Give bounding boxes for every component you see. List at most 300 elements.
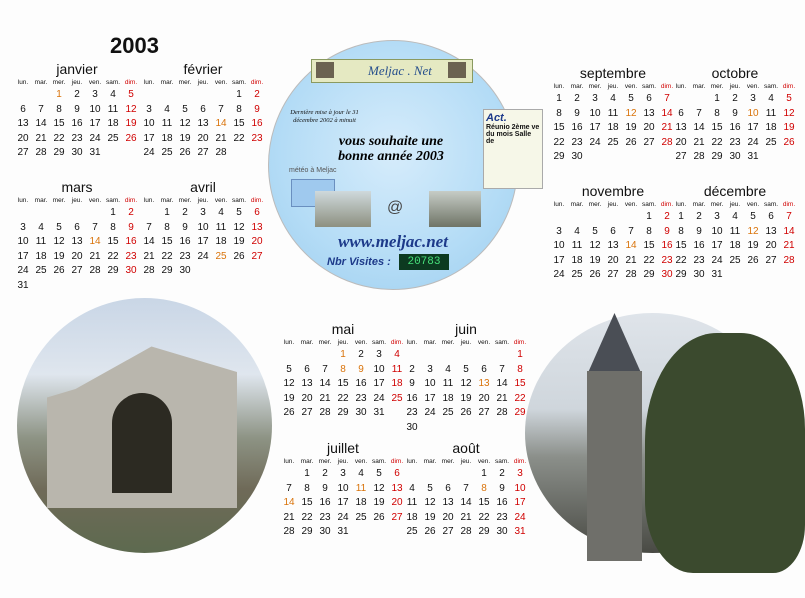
day-cell: 5 [56,221,62,233]
day-cell: 15 [53,118,65,130]
day-cell: 21 [496,392,508,404]
day-cell: 18 [107,118,119,130]
month-name: janvier [56,61,98,77]
weekday-label: jeu. [607,83,619,90]
day-cell: 21 [783,240,795,252]
week-row [14,132,140,147]
day-cell: 12 [283,378,295,390]
day-cell: 9 [499,482,505,494]
day-cell [672,92,690,107]
day-cell [370,525,388,540]
day-cell: 13 [478,378,490,390]
day-cell: 26 [283,407,295,419]
day-cell: 8 [517,363,523,375]
week-row [140,88,266,103]
day-cell [14,88,32,103]
month-4 [280,320,406,421]
day-cell: 16 [251,118,263,130]
day-cell: 25 [442,407,454,419]
day-cell: 7 [628,225,634,237]
day-cell [280,348,298,363]
week-row [550,239,676,254]
day-cell: 10 [89,103,101,115]
week-row [140,221,266,236]
day-cell: 6 [768,211,774,222]
day-cell: 25 [107,132,119,144]
weekday-label: lun. [406,458,418,465]
day-cell: 14 [319,378,331,390]
day-cell: 24 [143,147,155,159]
day-cell [475,421,493,436]
day-cell: 4 [358,468,364,479]
weekday-label: sam. [231,197,247,204]
day-cell: 17 [373,378,385,390]
day-cell: 30 [406,421,418,433]
week-row [140,264,266,279]
calendar-year: 2003 [110,33,159,58]
weekday-label: dim. [660,83,674,90]
week-row [280,406,406,421]
day-cell: 6 [678,107,684,119]
day-cell: 13 [607,240,619,252]
day-cell: 22 [53,132,65,144]
day-cell: 6 [20,103,26,115]
day-cell [280,467,298,482]
month-8 [550,64,676,165]
weekday-label: mer. [588,201,602,208]
day-cell: 10 [337,482,349,494]
week-row [280,525,406,540]
day-cell: 7 [218,103,224,115]
weekday-label: ven. [88,79,102,86]
day-cell: 26 [179,147,191,159]
day-cell: 24 [711,254,723,266]
weekday-label: ven. [214,197,228,204]
month-name: décembre [703,183,767,199]
day-cell: 25 [765,136,777,148]
weekday-label: dim. [250,197,264,204]
day-cell: 9 [664,225,670,237]
week-row [550,210,676,225]
day-cell: 9 [732,107,738,119]
day-cell [403,467,421,482]
day-cell: 26 [747,254,759,266]
day-cell: 5 [182,103,188,115]
day-cell: 1 [678,211,684,222]
visits-counter: 20783 [399,254,449,270]
weekday-header [280,338,406,348]
week-row [140,132,266,147]
day-cell: 3 [427,363,433,375]
day-cell: 31 [747,151,759,163]
day-cell [352,525,370,540]
day-cell [568,210,586,225]
day-cell [194,88,212,103]
day-cell: 7 [92,221,98,233]
day-cell [68,279,86,294]
day-cell [104,279,122,294]
weekday-label: lun. [283,458,295,465]
day-cell [212,88,230,103]
day-cell: 19 [424,511,436,523]
day-cell: 5 [286,363,292,375]
day-cell: 11 [607,107,619,119]
day-cell: 14 [460,497,472,509]
update-text: Dernière mise à jour le 31 décembre 2002 à minuit [290,109,359,124]
day-cell: 14 [496,378,508,390]
day-cell: 1 [304,468,310,479]
day-cell: 13 [442,497,454,509]
week-row [672,254,798,269]
day-cell: 29 [337,407,349,419]
day-cell: 16 [661,240,673,252]
day-cell: 22 [478,511,490,523]
day-cell: 6 [304,363,310,375]
day-cell: 22 [233,132,245,144]
month-name: novembre [581,183,645,199]
day-cell: 27 [643,136,655,148]
week-row [14,206,140,221]
day-cell: 6 [394,468,400,479]
weekday-label: lun. [675,201,687,208]
day-cell: 21 [215,132,227,144]
day-cell: 7 [322,363,328,375]
day-cell: 18 [442,392,454,404]
day-cell: 12 [783,107,795,119]
day-cell: 6 [445,482,451,494]
day-cell: 30 [693,269,705,281]
day-cell: 19 [125,118,137,130]
day-cell: 2 [128,207,134,218]
day-cell: 29 [161,265,173,277]
day-cell: 18 [355,497,367,509]
day-cell: 24 [424,407,436,419]
day-cell: 27 [391,511,403,523]
day-cell: 31 [711,269,723,281]
month-name: juillet [327,440,359,456]
day-cell [316,348,334,363]
day-cell: 12 [233,221,245,233]
day-cell: 2 [409,363,415,375]
day-cell: 15 [107,236,119,248]
day-cell: 12 [179,118,191,130]
day-cell [212,264,230,279]
day-cell: 11 [161,118,173,130]
day-cell: 17 [711,240,723,252]
day-cell: 26 [783,136,795,148]
day-cell: 20 [197,132,209,144]
day-cell: 13 [71,236,83,248]
day-cell: 2 [574,93,580,104]
weekday-header [403,457,529,467]
weekday-label: sam. [763,201,779,208]
day-cell: 17 [424,392,436,404]
day-cell [475,348,493,363]
day-cell [158,88,176,103]
weekday-label: mar. [34,79,48,86]
weekday-label: sam. [641,83,657,90]
day-cell: 12 [125,103,137,115]
day-cell: 9 [358,363,364,375]
day-cell: 2 [182,207,188,218]
day-cell: 12 [747,225,759,237]
day-cell: 27 [478,407,490,419]
day-cell [140,88,158,103]
week-row [550,107,676,122]
day-cell: 26 [125,132,137,144]
day-cell [550,210,568,225]
day-cell: 4 [38,221,44,233]
day-cell: 20 [71,250,83,262]
day-cell [86,206,104,221]
day-cell: 20 [251,236,263,248]
day-cell: 5 [750,211,756,222]
day-cell: 28 [143,265,155,277]
day-cell: 28 [625,269,637,281]
week-row [672,210,798,225]
day-cell [50,279,68,294]
day-cell: 24 [17,265,29,277]
day-cell [122,279,140,294]
day-cell: 26 [589,269,601,281]
day-cell: 14 [35,118,47,130]
day-cell: 1 [110,207,116,218]
week-row [14,221,140,236]
day-cell: 19 [283,392,295,404]
day-cell: 15 [643,240,655,252]
weekday-label: sam. [105,79,121,86]
day-cell: 4 [218,207,224,218]
day-cell: 27 [251,250,263,262]
weekday-label: lun. [406,339,418,346]
week-row [403,377,529,392]
week-row [280,348,406,363]
day-cell: 31 [89,147,101,159]
weekday-label: sam. [763,83,779,90]
day-cell: 12 [589,240,601,252]
day-cell: 15 [233,118,245,130]
day-cell: 4 [164,103,170,115]
weekday-label: ven. [88,197,102,204]
day-cell: 5 [628,93,634,104]
day-cell: 7 [696,107,702,119]
week-row [14,264,140,279]
church-spire [587,313,642,375]
weekday-label: dim. [390,458,404,465]
day-cell: 29 [478,526,490,538]
day-cell: 16 [319,497,331,509]
day-cell [493,421,511,436]
day-cell: 24 [553,269,565,281]
day-cell: 5 [236,207,242,218]
day-cell: 2 [499,468,505,479]
month-5 [403,320,529,436]
day-cell [140,206,158,221]
day-cell: 2 [358,349,364,360]
weekday-header [550,82,676,92]
day-cell: 11 [107,103,119,115]
weekday-label: mar. [570,201,584,208]
day-cell: 21 [625,254,637,266]
day-cell: 14 [661,107,673,119]
weekday-label: dim. [390,339,404,346]
day-cell: 1 [56,89,62,100]
day-cell: 22 [675,254,687,266]
weekday-label: sam. [371,339,387,346]
weekday-label: lun. [17,79,29,86]
day-cell: 29 [675,269,687,281]
day-cell: 5 [463,363,469,375]
day-cell: 1 [164,207,170,218]
week-row [403,421,529,436]
day-cell: 21 [35,132,47,144]
day-cell: 28 [35,147,47,159]
day-cell [32,88,50,103]
day-cell: 10 [197,221,209,233]
day-cell [457,421,475,436]
day-cell: 24 [89,132,101,144]
day-cell: 10 [747,107,759,119]
day-cell: 9 [574,107,580,119]
day-cell: 2 [664,211,670,222]
day-cell [14,206,32,221]
week-row [672,225,798,240]
day-cell: 29 [711,151,723,163]
day-cell: 1 [481,468,487,479]
day-cell: 20 [765,240,777,252]
day-cell: 28 [496,407,508,419]
weekday-label: dim. [124,79,138,86]
weekday-label: sam. [231,79,247,86]
month-3 [140,178,266,279]
day-cell [230,146,248,161]
weekday-label: mer. [441,458,455,465]
day-cell: 4 [394,349,400,360]
week-row [550,268,676,283]
day-cell: 24 [589,136,601,148]
week-row [403,348,529,363]
day-cell: 22 [553,136,565,148]
day-cell: 30 [319,526,331,538]
week-row [280,482,406,497]
day-cell: 3 [376,349,382,360]
week-row [280,377,406,392]
day-cell: 21 [693,136,705,148]
day-cell: 19 [747,240,759,252]
day-cell: 4 [610,93,616,104]
day-cell: 23 [661,254,673,266]
day-cell: 14 [625,240,637,252]
day-cell: 16 [179,236,191,248]
day-cell: 5 [786,93,792,104]
day-cell: 25 [391,392,403,404]
day-cell: 13 [675,122,687,134]
day-cell: 25 [215,250,227,262]
day-cell: 7 [463,482,469,494]
day-cell: 17 [143,132,155,144]
month-name: août [452,440,480,456]
week-row [14,117,140,132]
week-row [403,406,529,421]
day-cell [248,264,266,279]
day-cell [32,206,50,221]
weekday-label: mar. [160,79,174,86]
weekday-label: dim. [782,201,796,208]
day-cell: 2 [254,89,260,100]
day-cell: 21 [89,250,101,262]
day-cell: 10 [711,225,723,237]
weekday-label: mar. [423,458,437,465]
new-year-wish: vous souhaite une bonne année 2003 [338,134,444,164]
day-cell: 3 [92,89,98,100]
day-cell: 17 [553,254,565,266]
weekday-label: mer. [178,79,192,86]
weekday-label: mer. [588,83,602,90]
house-icon [316,62,334,78]
week-row [403,363,529,378]
day-cell [176,88,194,103]
day-cell: 24 [337,511,349,523]
day-cell: 27 [765,254,777,266]
month-2 [14,178,140,294]
day-cell: 11 [35,236,47,248]
tree-shape [645,333,805,573]
weekday-label: mer. [178,197,192,204]
meljac-logo-disc [268,40,540,290]
week-row [14,250,140,265]
day-cell [298,348,316,363]
day-cell: 12 [53,236,65,248]
week-row [672,239,798,254]
day-cell: 3 [517,468,523,479]
week-row [403,496,529,511]
news-panel-text: Réunio 2ème ve du mois Salle de [486,124,540,145]
day-cell: 24 [197,250,209,262]
day-cell: 30 [179,265,191,277]
weekday-label: lun. [675,83,687,90]
shrine-arch [112,393,172,493]
weekday-label: lun. [553,83,565,90]
day-cell [230,264,248,279]
day-cell: 4 [445,363,451,375]
day-cell: 6 [481,363,487,375]
weekday-label: jeu. [460,339,472,346]
day-cell: 10 [589,107,601,119]
weekday-label: sam. [494,339,510,346]
day-cell: 1 [236,89,242,100]
weekday-label: dim. [124,197,138,204]
day-cell [457,348,475,363]
day-cell: 26 [625,136,637,148]
day-cell: 16 [406,392,418,404]
day-cell: 3 [200,207,206,218]
day-cell: 13 [643,107,655,119]
weekday-label: ven. [477,458,491,465]
weekday-label: mer. [441,339,455,346]
day-cell: 20 [643,122,655,134]
weekday-header [550,200,676,210]
day-cell: 11 [442,378,454,390]
site-header-banner [311,59,473,83]
day-cell: 15 [301,497,313,509]
week-row [403,392,529,407]
weekday-label: mar. [570,83,584,90]
day-cell: 23 [571,136,583,148]
day-cell: 20 [478,392,490,404]
day-cell: 7 [786,211,792,222]
meteo-label: météo à Meljac [289,167,337,174]
day-cell: 6 [646,93,652,104]
